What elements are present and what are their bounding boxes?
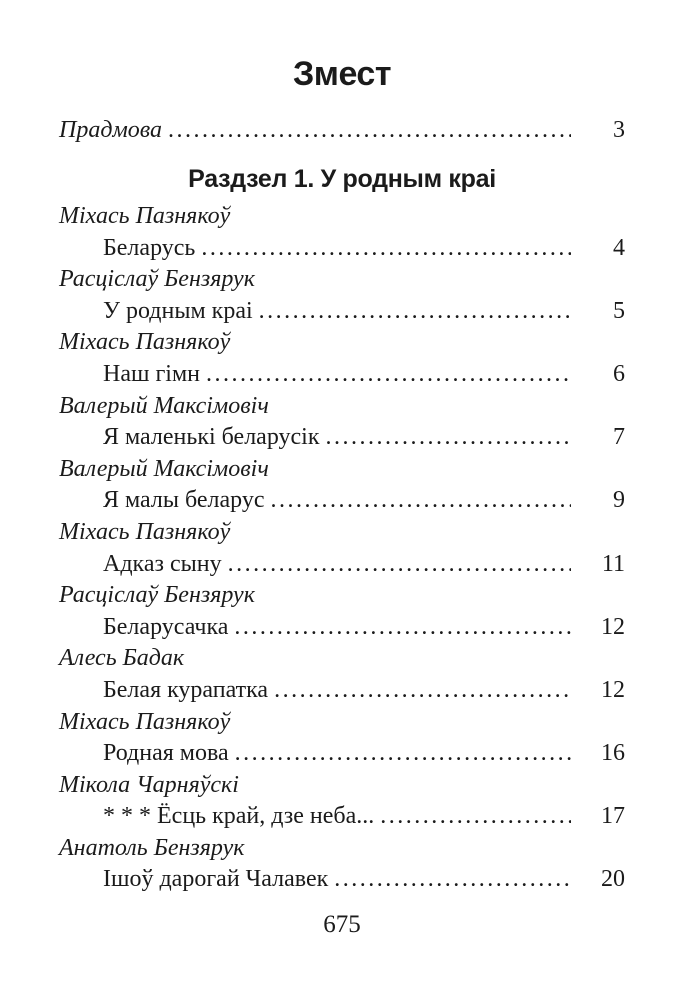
toc-entry-page: 20 (601, 866, 625, 893)
folio-page-number: 675 (323, 911, 361, 938)
toc-entry-title: Беларусь (103, 234, 196, 261)
toc-entry-line (59, 612, 625, 644)
section-heading: Раздзел 1. У родным краі (188, 165, 496, 193)
toc-entry (59, 833, 625, 896)
toc-entry-page: 9 (613, 487, 625, 514)
toc-entry (59, 391, 625, 454)
dot-leader (168, 115, 571, 145)
toc-entry-author: Расціслаў Бензярук (59, 266, 255, 293)
toc-entry-page: 17 (601, 803, 625, 830)
toc-entry (59, 201, 625, 264)
toc-entry-author: Расціслаў Бензярук (59, 582, 255, 609)
toc-entry-author: Алесь Бадак (59, 645, 185, 672)
toc-entry-title: Ішоў дарогай Чалавек (103, 866, 329, 893)
toc-entry-title: Наш гімн (103, 360, 201, 387)
toc-entry-line (59, 422, 625, 454)
toc-entry-page: 11 (601, 550, 625, 577)
dot-leader (325, 422, 571, 454)
toc-entry-title: Я малы беларус (103, 487, 265, 514)
toc-entry-line (59, 296, 625, 328)
toc-entry-page: 7 (613, 424, 625, 451)
dot-leader (334, 864, 571, 896)
toc-entry-author: Анатоль Бензярук (59, 834, 245, 861)
toc-entry-author: Міхась Пазнякоў (59, 203, 231, 229)
toc-entry-page: 4 (613, 234, 625, 261)
toc-entry-author: Міхась Пазнякоў (59, 329, 231, 356)
toc-preface-page: 3 (613, 117, 625, 143)
toc-entry-title: У родным краі (103, 297, 253, 324)
toc-entry-title: Я маленькі беларусік (103, 424, 320, 451)
dot-leader (274, 675, 571, 707)
dot-leader (234, 612, 571, 644)
toc-entry (59, 643, 625, 706)
toc-entry-author: Валерый Максімовіч (59, 455, 269, 482)
toc-entry-line (59, 359, 625, 391)
toc-entries (59, 201, 625, 896)
toc-entry (59, 707, 625, 770)
toc-entry-title: Адказ сыну (103, 550, 222, 577)
toc-entry-title: * * * Ёсць край, дзе неба... (103, 803, 375, 830)
toc-entry-author: Міхась Пазнякоў (59, 708, 231, 735)
dot-leader (228, 549, 571, 581)
dot-leader (201, 233, 571, 265)
toc-entry (59, 264, 625, 327)
toc-entry-page: 5 (613, 297, 625, 324)
toc-entry-author: Мікола Чарняўскі (59, 771, 239, 798)
toc-entry-line (59, 675, 625, 707)
toc-entry (59, 327, 625, 390)
toc-entry (59, 517, 625, 580)
dot-leader (235, 738, 571, 770)
toc-entry-title: Родная мова (103, 740, 229, 767)
toc-entry-page: 16 (601, 740, 625, 767)
toc-entry-page: 12 (601, 676, 625, 703)
toc-entry-title: Беларусачка (103, 613, 229, 640)
toc-entry (59, 580, 625, 643)
toc-entry-line (59, 864, 625, 896)
dot-leader (259, 296, 571, 328)
dot-leader (206, 359, 571, 391)
toc-entry-author: Міхась Пазнякоў (59, 518, 231, 545)
toc-entry-line (59, 233, 625, 265)
toc-preface-label: Прадмова (59, 117, 163, 143)
toc-entry-line (59, 549, 625, 581)
toc-preface-line (59, 115, 625, 145)
toc-entry-line (59, 801, 625, 833)
toc-entry-page: 12 (601, 613, 625, 640)
page-title: Змест (293, 55, 391, 93)
toc-entry-author: Валерый Максімовіч (59, 392, 269, 419)
toc-entry-title: Белая курапатка (103, 676, 269, 703)
dot-leader (271, 485, 571, 517)
toc-entry-line (59, 485, 625, 517)
toc-entry (59, 770, 625, 833)
toc-entry-line (59, 738, 625, 770)
dot-leader (380, 801, 571, 833)
toc-entry (59, 454, 625, 517)
toc-entry-page: 6 (613, 360, 625, 387)
